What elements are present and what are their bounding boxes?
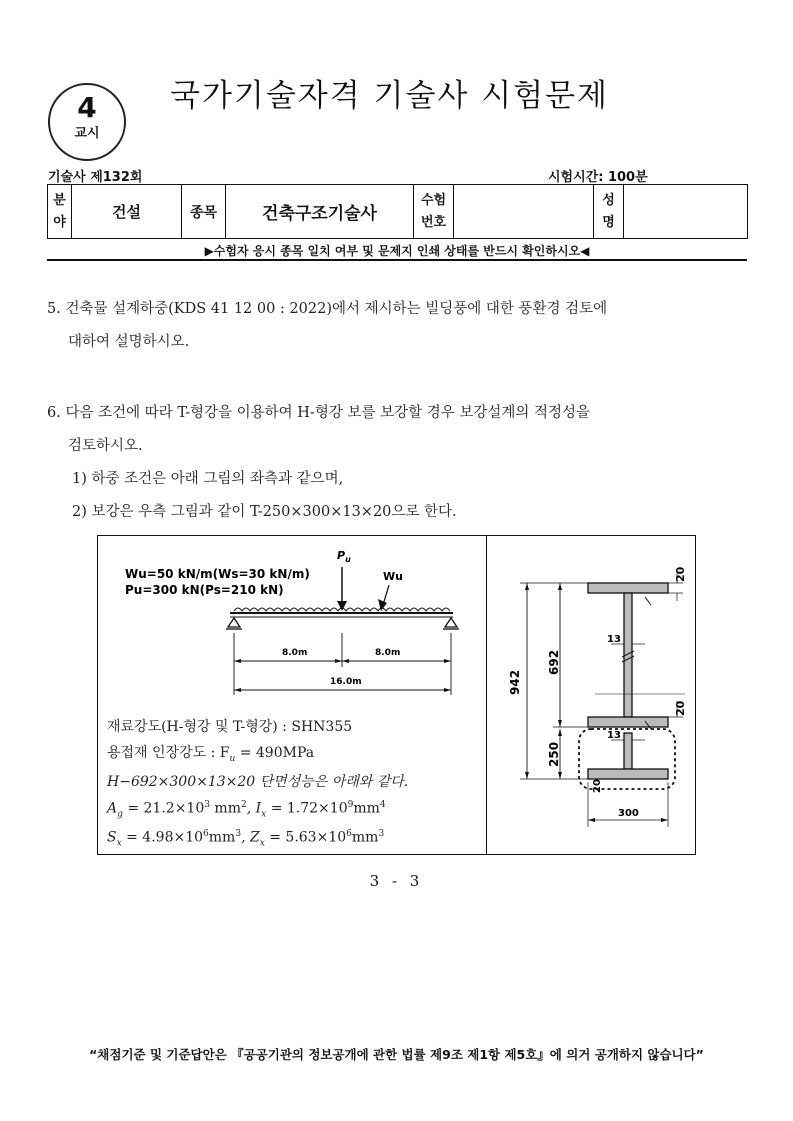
question-6-condition-1: 1) 하중 조건은 아래 그림의 좌측과 같으며,	[72, 471, 344, 487]
exam-title: 국가기술자격 기술사 시험문제	[170, 78, 610, 114]
spec-weld: 용접재 인장강도 : $F_u = 490MPa$	[107, 745, 315, 764]
span-left-label: 8.0m	[282, 648, 308, 658]
question-5-line-1: 5. 건축물 설계하중(KDS 41 12 00 : 2022)에서 제시하는 빌딩풍에 대한 풍환경 검토에	[47, 301, 608, 317]
dim-20-mid: 20	[674, 700, 687, 716]
field-value: 건설	[72, 185, 182, 239]
dim-300: 300	[618, 808, 639, 819]
t-flange	[588, 769, 668, 779]
header-divider	[47, 259, 747, 261]
period-label: 교시	[74, 126, 100, 141]
load-text-2: Pu=300 kN(Ps=210 kN)	[125, 583, 284, 597]
spec-section: H−692×300×13×20 단면성능은 아래와 같다.	[107, 774, 409, 790]
field-label: 분 야	[48, 185, 72, 239]
dim-692: 692	[547, 649, 561, 675]
exam-info-table	[47, 184, 748, 239]
dim-20-top: 20	[674, 566, 687, 582]
question-6-line-2: 검토하시오.	[68, 438, 143, 454]
h-bottom-flange	[588, 717, 668, 727]
name-field[interactable]	[624, 185, 748, 239]
question-5-line-2: 대하여 설명하시오.	[68, 334, 190, 350]
question-6-condition-2: 2) 보강은 우측 그림과 같이 T-250×300×13×20으로 한다.	[72, 504, 457, 520]
name-label: 성 명	[594, 185, 624, 239]
section-diagram	[487, 535, 696, 855]
question-6-line-1: 6. 다음 조건에 따라 T-형강을 이용하여 H-형강 보를 보강할 경우 보강설계의 적정성을	[47, 405, 591, 421]
t-web	[624, 733, 632, 769]
dim-13-tee: 13	[607, 730, 621, 741]
period-badge	[48, 83, 126, 161]
point-load-label: $P_u$	[337, 549, 351, 564]
span-total-label: 16.0m	[330, 677, 362, 687]
exam-time: 시험시간: 100분	[548, 170, 648, 185]
dim-250: 250	[547, 741, 561, 767]
h-top-flange	[588, 583, 668, 593]
notice: ▶수험자 응시 종목 일치 여부 및 문제지 인쇄 상태를 반드시 확인하시오◀	[204, 244, 590, 258]
distributed-load-label: Wu	[383, 570, 403, 583]
left-support	[228, 618, 240, 627]
page-number: 3 - 3	[369, 872, 424, 890]
item-label: 종목	[182, 185, 226, 239]
exam-round: 기술사 제132회	[48, 170, 143, 185]
exam-number-label: 수험 번호	[414, 185, 454, 239]
spec-area-inertia: $A_g = 21.2\times 10^3$ $mm^2$, $I_x = 1.72\times 10^9mm^4$	[107, 800, 386, 820]
right-support	[445, 618, 457, 627]
period-number: 4	[77, 91, 97, 124]
spec-material: 재료강도(H-형강 및 T-형강) : SHN355	[107, 719, 353, 735]
dim-942: 942	[508, 669, 522, 695]
load-text-1: Wu=50 kN/m(Ws=30 kN/m)	[125, 567, 310, 581]
dim-20-bottom: 20	[592, 779, 603, 793]
exam-number-field[interactable]	[454, 185, 594, 239]
beam-load-diagram	[97, 535, 486, 715]
spec-moduli: $S_x = 4.98\times 10^6mm^3$, $Z_x = 5.63\times 10^6mm^3$	[107, 829, 385, 849]
span-right-label: 8.0m	[375, 648, 401, 658]
dim-13-web: 13	[607, 634, 621, 645]
footer-notice: “채점기준 및 기준답안은 『공공기관의 정보공개에 관한 법률 제9조 제1항 제5호』에 의거 공개하지 않습니다”	[89, 1047, 704, 1062]
item-value: 건축구조기술사	[226, 185, 414, 239]
